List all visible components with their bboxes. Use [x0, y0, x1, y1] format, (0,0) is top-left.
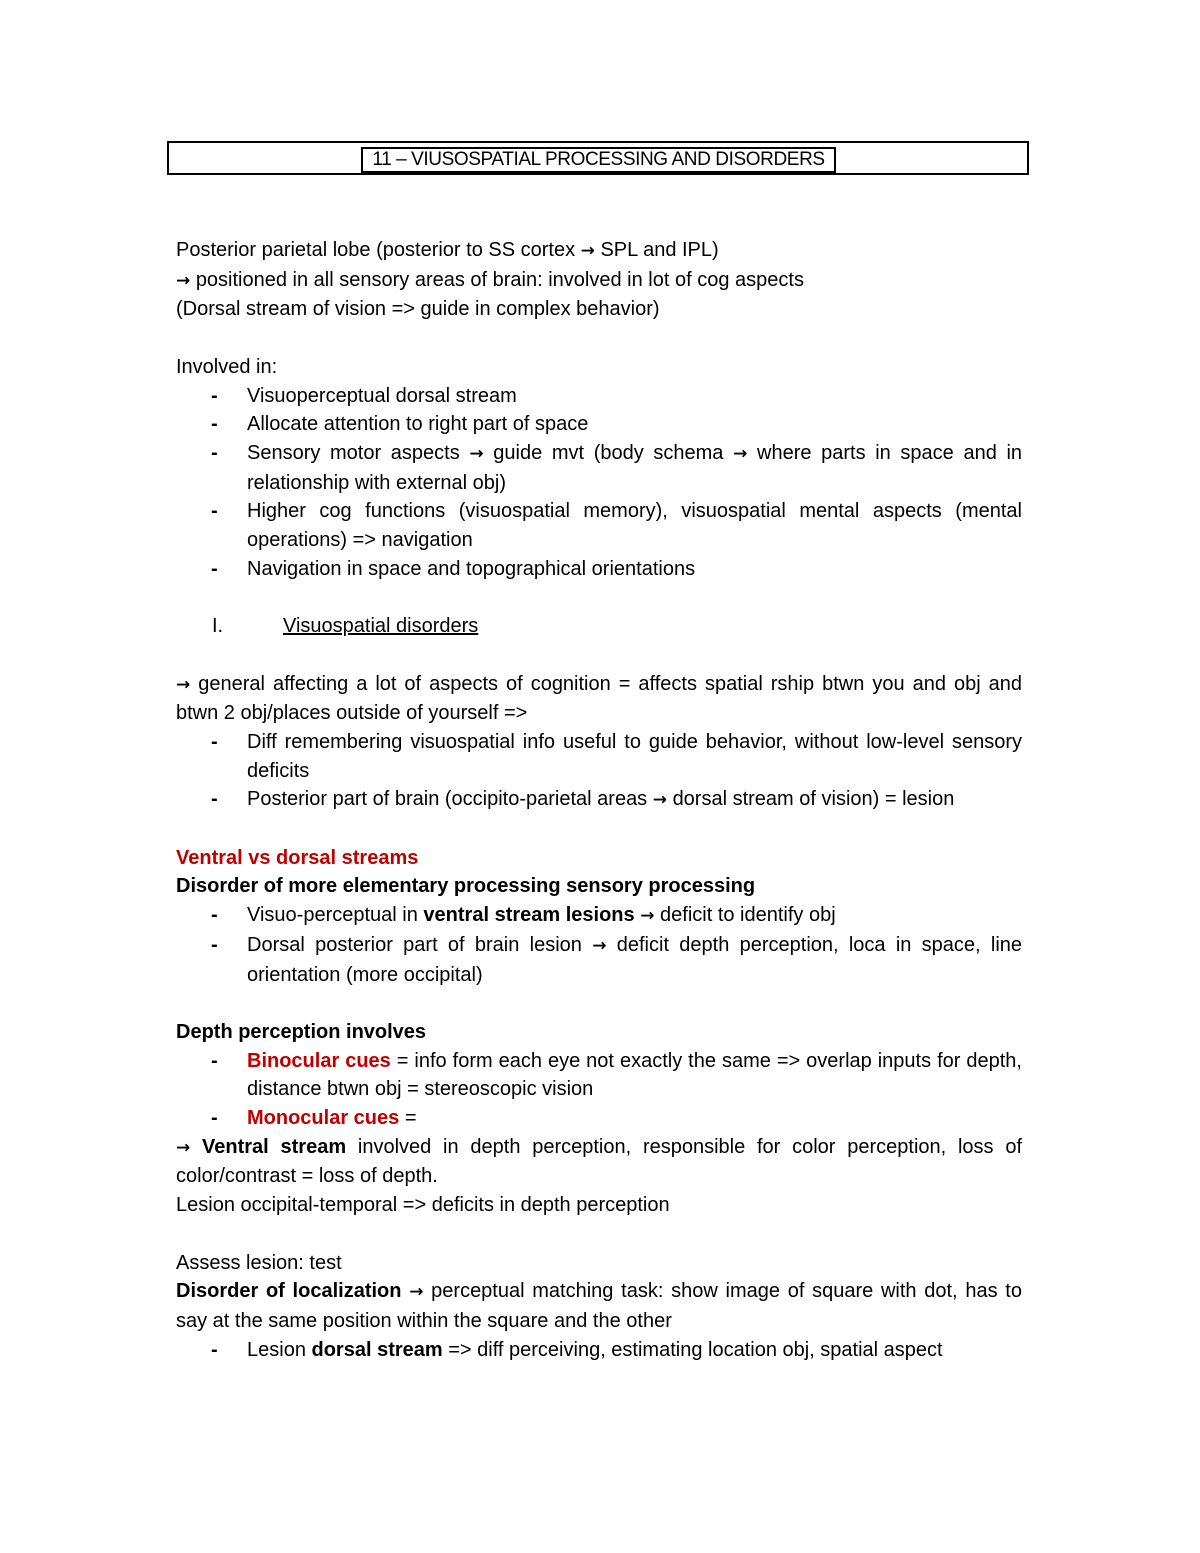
- streams-heading: Ventral vs dorsal streams: [176, 846, 419, 869]
- list-item: - Visuo-perceptual in ventral stream lesions → deficit to identify obj: [176, 901, 1022, 931]
- list-item: - Lesion dorsal stream => diff perceiving, estimating location obj, spatial aspect: [176, 1336, 1022, 1365]
- list-item: - Binocular cues = info form each eye not exactly the same => overlap inputs for depth, distance btwn obj = stereoscopic vision: [176, 1047, 1022, 1104]
- arrow-icon: →: [652, 790, 667, 811]
- localization-paragraph: Disorder of localization → perceptual matching task: show image of square with dot, has to say at the same position within the square and the other: [176, 1280, 1022, 1332]
- arrow-icon: →: [176, 270, 191, 291]
- list-item: - Navigation in space and topographical orientations: [176, 555, 1022, 584]
- ventral-paragraph: → Ventral stream involved in depth perception, responsible for color perception, loss of color/contrast = loss of depth.: [176, 1135, 1022, 1188]
- streams-subheading: Disorder of more elementary processing sensory processing: [176, 875, 756, 898]
- assess-heading: Assess lesion: test: [176, 1251, 342, 1274]
- arrow-icon: →: [409, 1282, 424, 1303]
- list-item: - Higher cog functions (visuospatial memory), visuospatial mental aspects (mental operations) => navigation: [176, 497, 1022, 554]
- lesion-line: Lesion occipital-temporal => deficits in depth perception: [176, 1194, 670, 1217]
- list-item: - Diff remembering visuospatial info useful to guide behavior, without low-level sensory deficits: [176, 728, 1022, 785]
- page-title: 11 – VIUSOSPATIAL PROCESSING AND DISORDERS: [361, 147, 836, 173]
- list-item: - Posterior part of brain (occipito-parietal areas → dorsal stream of vision) = lesion: [176, 785, 1022, 815]
- depth-heading: Depth perception involves: [176, 1020, 427, 1043]
- title-box: [167, 141, 1029, 175]
- document-body: [176, 236, 1022, 1364]
- list-item: - Dorsal posterior part of brain lesion → deficit depth perception, loca in space, line orientation (more occipital): [176, 931, 1022, 989]
- arrow-icon: →: [176, 1137, 191, 1158]
- arrow-icon: →: [592, 935, 607, 956]
- involved-heading: Involved in:: [176, 355, 278, 378]
- arrow-icon: →: [733, 443, 748, 464]
- list-item: - Monocular cues =: [176, 1104, 1022, 1133]
- intro-line-2: → positioned in all sensory areas of brain: involved in lot of cog aspects: [176, 268, 804, 291]
- list-item: - Sensory motor aspects → guide mvt (body schema → where parts in space and in relationship with external obj): [176, 439, 1022, 497]
- arrow-icon: →: [580, 241, 595, 261]
- intro-line-1: Posterior parietal lobe (posterior to SS cortex → SPL and IPL): [176, 239, 719, 261]
- arrow-icon: →: [469, 443, 484, 464]
- list-item: - Visuoperceptual dorsal stream: [176, 382, 1022, 411]
- section-paragraph: → general affecting a lot of aspects of cognition = affects spatial rship btwn you and obj and btwn 2 obj/places outside of yourself =>: [176, 672, 1022, 725]
- section-heading: I. Visuospatial disorders: [212, 615, 479, 638]
- arrow-icon: →: [640, 906, 655, 927]
- arrow-icon: →: [176, 674, 191, 695]
- intro-line-3: (Dorsal stream of vision => guide in complex behavior): [176, 298, 660, 321]
- list-item: - Allocate attention to right part of space: [176, 410, 1022, 439]
